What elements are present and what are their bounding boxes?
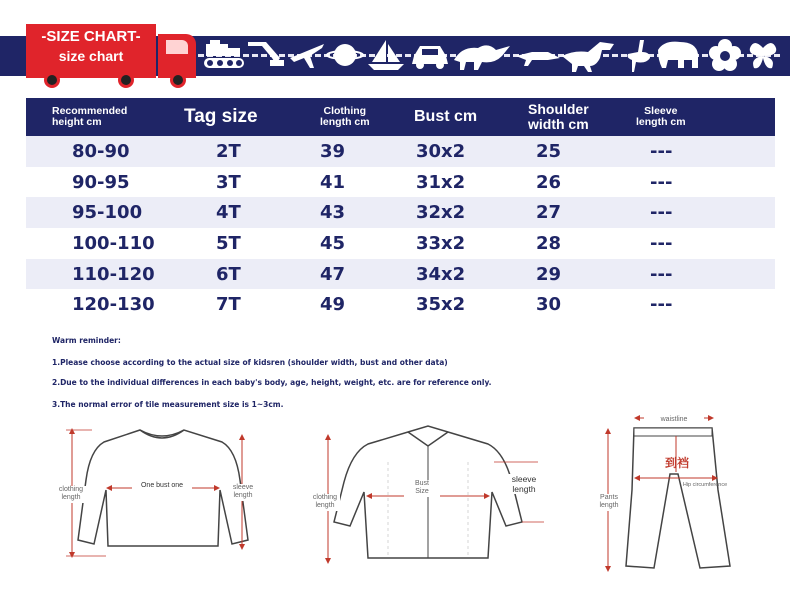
crocodile-icon	[514, 38, 562, 72]
cell-bust: 31x2	[416, 171, 466, 193]
table-row	[26, 289, 775, 320]
table-header	[26, 98, 775, 136]
cell-height: 80-90	[72, 140, 130, 162]
cell-tag-size: 2T	[216, 140, 241, 162]
reminder-item: 3.The normal error of tile measurement size is 1~3cm.	[52, 400, 284, 409]
table-row	[26, 197, 775, 228]
dinosaur-icon	[452, 38, 512, 72]
table-row	[26, 228, 775, 259]
table-row	[26, 167, 775, 198]
reminder-item: 1.Please choose according to the actual size of kidsren (shoulder width, bust and other data)	[52, 358, 448, 367]
cell-shoulder: 26	[536, 171, 562, 193]
reminder-title: Warm reminder:	[52, 336, 121, 345]
sweater-diagram	[52, 420, 272, 560]
cell-shoulder: 29	[536, 263, 562, 285]
table-row	[26, 259, 775, 290]
ostrich-icon	[620, 38, 654, 72]
cell-bust: 33x2	[416, 232, 466, 254]
banner-icons	[200, 38, 790, 74]
butterfly-icon	[746, 38, 780, 72]
cell-tag-size: 4T	[216, 202, 241, 224]
cell-shoulder: 27	[536, 202, 562, 224]
dinosaur-rex-icon	[560, 38, 618, 72]
pants-waist-label: waistline	[644, 416, 704, 424]
tractor-icon	[202, 38, 246, 72]
cell-height: 100-110	[72, 232, 155, 254]
cell-clothing-length: 41	[320, 171, 346, 193]
cell-clothing-length: 49	[320, 294, 346, 316]
cell-height: 120-130	[72, 294, 155, 316]
truck-wheel	[44, 72, 60, 88]
shirt-bust-label: Bust Size	[404, 480, 440, 497]
header-sleeve-length: Sleeve length cm	[636, 104, 686, 128]
cell-sleeve: ---	[650, 232, 673, 254]
size-table	[26, 98, 775, 320]
cell-sleeve: ---	[650, 294, 673, 316]
shirt-drawing	[308, 422, 548, 572]
cell-sleeve: ---	[650, 263, 673, 285]
excavator-icon	[246, 38, 286, 72]
banner-subtitle: size chart	[58, 48, 124, 64]
size-chart-truck-logo	[26, 24, 198, 90]
cell-sleeve: ---	[650, 140, 673, 162]
header-tag-size: Tag size	[184, 106, 258, 128]
banner-title: -SIZE CHART-	[41, 28, 141, 45]
cell-height: 95-100	[72, 202, 143, 224]
cell-sleeve: ---	[650, 202, 673, 224]
cell-tag-size: 3T	[216, 171, 241, 193]
truck-cargo	[26, 24, 156, 78]
cell-sleeve: ---	[650, 171, 673, 193]
cell-bust: 30x2	[416, 140, 466, 162]
pants-diagram	[596, 410, 746, 578]
cell-clothing-length: 43	[320, 202, 346, 224]
cell-height: 90-95	[72, 171, 130, 193]
pants-hip-label: Hip circumference	[682, 482, 728, 488]
car-icon	[410, 38, 450, 72]
header-bust: Bust cm	[414, 107, 478, 125]
cell-bust: 34x2	[416, 263, 466, 285]
pants-crotch-label: 到裆	[664, 456, 689, 470]
cell-tag-size: 5T	[216, 232, 241, 254]
truck-wheel	[170, 72, 186, 88]
shirt-clothing-label: clothing length	[310, 494, 340, 511]
truck-wheel	[118, 72, 134, 88]
cell-shoulder: 30	[536, 294, 562, 316]
table-row	[26, 136, 775, 167]
cell-tag-size: 6T	[216, 263, 241, 285]
flower-icon	[708, 38, 742, 72]
cell-height: 110-120	[72, 263, 155, 285]
pants-length-label: Pants length	[596, 494, 622, 511]
header-height: Recommended height cm	[52, 104, 128, 128]
cell-shoulder: 25	[536, 140, 562, 162]
header-clothing-length: Clothing length cm	[320, 104, 370, 128]
reminder-item: 2.Due to the individual differences in each baby's body, age, height, weight, etc. are for reference only.	[52, 378, 492, 387]
cell-bust: 35x2	[416, 294, 466, 316]
shirt-diagram	[308, 422, 548, 572]
cell-clothing-length: 45	[320, 232, 346, 254]
cell-shoulder: 28	[536, 232, 562, 254]
sailboat-icon	[366, 38, 406, 72]
cell-clothing-length: 39	[320, 140, 346, 162]
cell-bust: 32x2	[416, 202, 466, 224]
shirt-sleeve-label: sleeve length	[504, 474, 544, 494]
planet-icon	[326, 38, 364, 72]
sweater-sleeve-label: sleeve length	[228, 484, 258, 501]
cell-tag-size: 7T	[216, 294, 241, 316]
sweater-bust-label: One bust one	[132, 482, 192, 490]
sweater-clothing-label: clothing length	[56, 486, 86, 503]
cell-clothing-length: 47	[320, 263, 346, 285]
elephant-icon	[654, 38, 702, 72]
header-shoulder-width: Shoulder width cm	[528, 101, 589, 132]
airplane-icon	[288, 38, 326, 72]
